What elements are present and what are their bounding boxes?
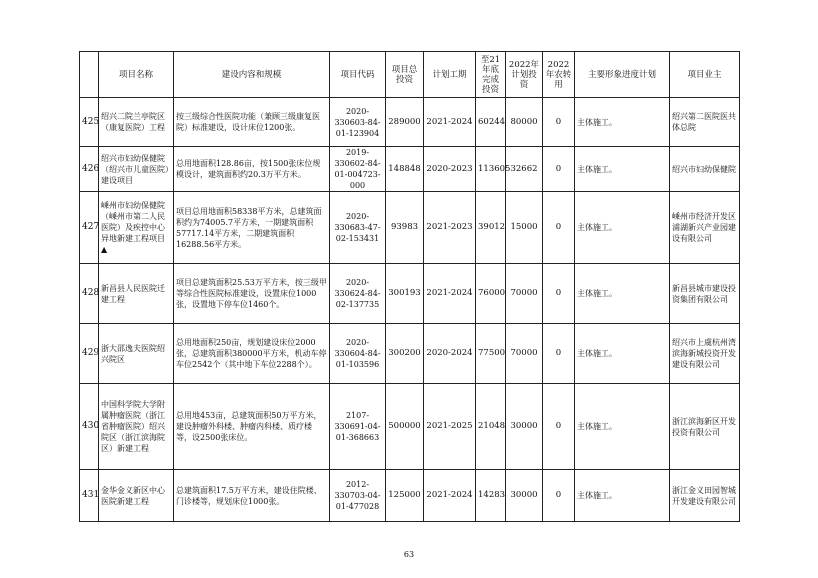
period: 2020-2024: [424, 324, 476, 384]
completed-investment: 77500: [476, 324, 506, 384]
land-conversion: 0: [543, 324, 575, 384]
header-project-name: 项目名称: [99, 52, 174, 98]
completed-investment: 113605: [476, 147, 506, 192]
progress-plan: 主体施工。: [575, 384, 670, 470]
project-code: 2020-330603-84-01-123904: [330, 98, 386, 147]
header-total-investment: 项目总投资: [386, 52, 424, 98]
table-row: [80, 192, 740, 264]
investment-project-table: [79, 51, 740, 522]
progress-plan: 主体施工。: [575, 470, 670, 522]
header-progress-plan: 主要形象进度计划: [575, 52, 670, 98]
project-code: 2019-330602-84-01-004723-000: [330, 147, 386, 192]
project-content: 项目总用地面积58338平方米，总建筑面积约为74005.7平方米，一期建筑面积57717.14平方米，二期建筑面积16288.56平方米。: [174, 192, 330, 264]
project-code: 2107-330691-04-01-368663: [330, 384, 386, 470]
planned-investment: 30000: [506, 384, 543, 470]
project-owner: 绍兴第二医院医共体总院: [670, 98, 740, 147]
completed-investment: 14283: [476, 470, 506, 522]
project-name: 浙大邵逸夫医院绍兴院区: [99, 324, 174, 384]
land-conversion: 0: [543, 470, 575, 522]
planned-investment: 15000: [506, 192, 543, 264]
row-index: 431: [80, 470, 99, 522]
period: 2021-2024: [424, 98, 476, 147]
row-index: 427: [80, 192, 99, 264]
land-conversion: 0: [543, 264, 575, 324]
project-owner: 嵊州市经济开发区浦湖新兴产业园建设有限公司: [670, 192, 740, 264]
total-investment: 500000: [386, 384, 424, 470]
land-conversion: 0: [543, 147, 575, 192]
project-owner: 新昌县城市建设投资集团有限公司: [670, 264, 740, 324]
period: 2021-2023: [424, 192, 476, 264]
planned-investment: 70000: [506, 324, 543, 384]
header-completed-investment: 至21年底完成投资: [476, 52, 506, 98]
period: 2021-2024: [424, 470, 476, 522]
project-name: 金华金义新区中心医院新建工程: [99, 470, 174, 522]
progress-plan: 主体施工。: [575, 147, 670, 192]
project-content: 总用地面积128.86亩，按1500张床位规模设计，建筑面积约20.3万平方米。: [174, 147, 330, 192]
project-code: 2012-330703-04-01-477028: [330, 470, 386, 522]
project-code: 2020-330624-84-02-137735: [330, 264, 386, 324]
table-header-row: [80, 52, 740, 98]
planned-investment: 30000: [506, 470, 543, 522]
progress-plan: 主体施工。: [575, 264, 670, 324]
table-row: [80, 98, 740, 147]
progress-plan: 主体施工。: [575, 324, 670, 384]
period: 2020-2023: [424, 147, 476, 192]
land-conversion: 0: [543, 384, 575, 470]
row-index: 429: [80, 324, 99, 384]
table-row: [80, 147, 740, 192]
completed-investment: 60244: [476, 98, 506, 147]
total-investment: 125000: [386, 470, 424, 522]
project-owner: 绍兴市妇幼保健院: [670, 147, 740, 192]
table-row: [80, 384, 740, 470]
period: 2021-2025: [424, 384, 476, 470]
row-index: 428: [80, 264, 99, 324]
completed-investment: 76000: [476, 264, 506, 324]
project-name: 中国科学院大学附属肿瘤医院（浙江省肿瘤医院）绍兴院区（浙江滨海院区）新建工程: [99, 384, 174, 470]
total-investment: 300200: [386, 324, 424, 384]
completed-investment: 39012: [476, 192, 506, 264]
project-owner: 浙江金义田园智城开发建设有限公司: [670, 470, 740, 522]
table-row: [80, 324, 740, 384]
progress-plan: 主体施工。: [575, 98, 670, 147]
land-conversion: 0: [543, 98, 575, 147]
project-content: 总用地453亩，总建筑面积50万平方米，建设肿瘤外科楼、肿瘤内科楼、质疗楼等，设2500张床位。: [174, 384, 330, 470]
project-code: 2020-330683-47-02-153431: [330, 192, 386, 264]
project-content: 总建筑面积17.5万平方米，建设住院楼、门诊楼等，规划床位1000张。: [174, 470, 330, 522]
row-index: 430: [80, 384, 99, 470]
project-code: 2020-330604-84-01-103596: [330, 324, 386, 384]
header-owner: 项目业主: [670, 52, 740, 98]
header-planned-investment: 2022年计划投资: [506, 52, 543, 98]
project-owner: 浙江滨海新区开发投资有限公司: [670, 384, 740, 470]
total-investment: 300193: [386, 264, 424, 324]
land-conversion: 0: [543, 192, 575, 264]
header-period: 计划工期: [424, 52, 476, 98]
project-name: 绍兴二院兰亭院区（康复医院）工程: [99, 98, 174, 147]
table-row: [80, 470, 740, 522]
total-investment: 93983: [386, 192, 424, 264]
planned-investment: 70000: [506, 264, 543, 324]
completed-investment: 21048: [476, 384, 506, 470]
table-row: [80, 264, 740, 324]
total-investment: 148848: [386, 147, 424, 192]
row-index: 426: [80, 147, 99, 192]
planned-investment: 80000: [506, 98, 543, 147]
project-name: 新昌县人民医院迁建工程: [99, 264, 174, 324]
total-investment: 289000: [386, 98, 424, 147]
header-content: 建设内容和规模: [174, 52, 330, 98]
project-owner: 绍兴市上虞杭州湾滨海新城投资开发建设有限公司: [670, 324, 740, 384]
page-number: 63: [403, 550, 415, 559]
header-land-conversion: 2022年农转用: [543, 52, 575, 98]
project-content: 总用地面积250亩，规划建设床位2000张，总建筑面积380000平方米，机动车停车位2542个（其中地下车位2288个）。: [174, 324, 330, 384]
project-content: 项目总建筑面积25.53万平方米，按三级甲等综合性医院标准建设，设置床位1000张，设置地下停车位1460个。: [174, 264, 330, 324]
header-project-code: 项目代码: [330, 52, 386, 98]
header-index: [80, 52, 99, 98]
planned-investment: 32662: [506, 147, 543, 192]
project-name: 嵊州市妇幼保健院（嵊州市第二人民医院）及疾控中心异地新建工程项目▲: [99, 192, 174, 264]
project-content: 按三级综合性医院功能（兼顾三级康复医院）标准建设，设计床位1200张。: [174, 98, 330, 147]
row-index: 425: [80, 98, 99, 147]
progress-plan: 主体施工。: [575, 192, 670, 264]
project-name: 绍兴市妇幼保健院（绍兴市儿童医院）建设项目: [99, 147, 174, 192]
period: 2021-2024: [424, 264, 476, 324]
